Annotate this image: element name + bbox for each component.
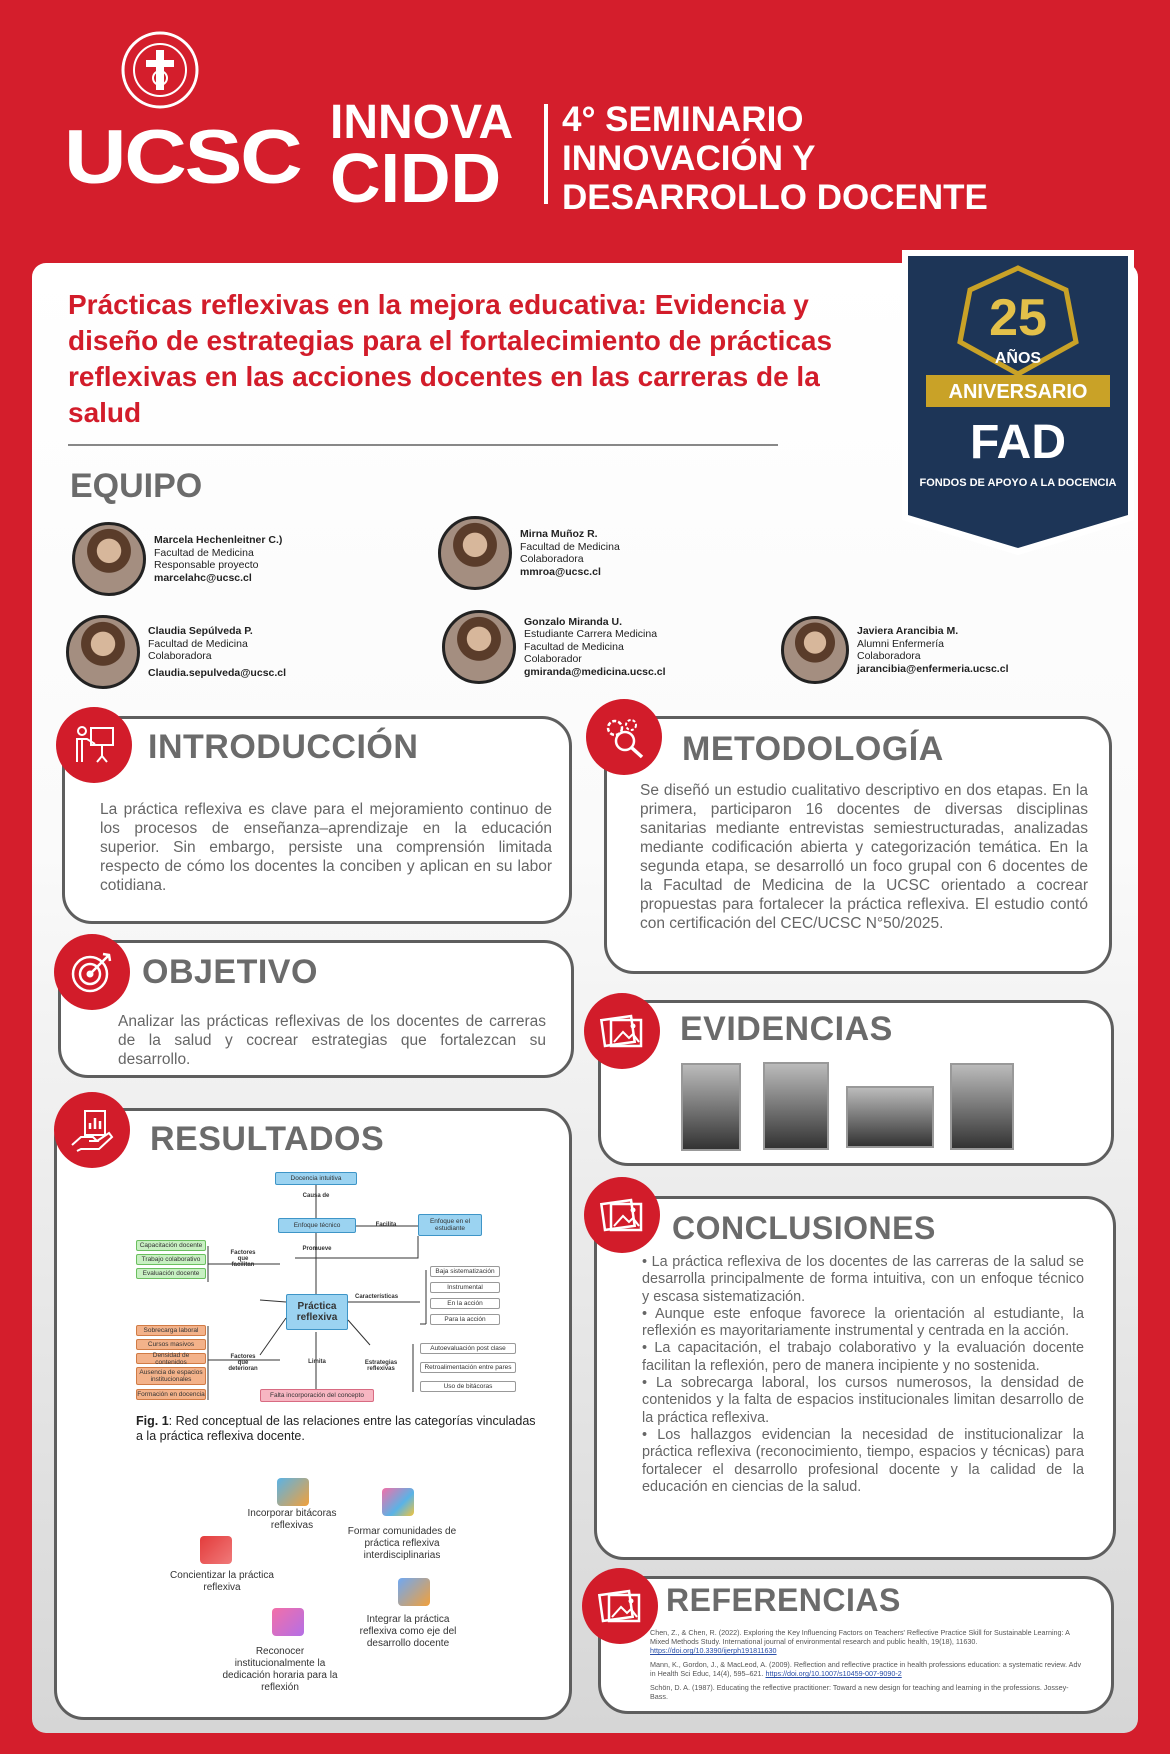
member-affiliation-2: Facultad de Medicina xyxy=(524,640,624,653)
team-member xyxy=(66,615,286,689)
avatar xyxy=(442,610,516,684)
journal-pencil-icon xyxy=(277,1478,309,1506)
strategy-node: Autoevaluación post clase xyxy=(420,1343,516,1354)
member-email: Claudia.sepulveda@ucsc.cl xyxy=(148,666,287,679)
member-email: jarancibia@enfermeria.ucsc.cl xyxy=(857,662,1009,675)
facilitator-node: Capacitación docente xyxy=(136,1240,206,1251)
reference-text: Schön, D. A. (1987). Educating the reflective practitioner: Toward a new design for teaching and learning in the professions. Jossey-Bass. xyxy=(650,1683,1069,1701)
barrier-node: Densidad de contenidos xyxy=(136,1353,206,1364)
label-estrategias: Estrategias reflexivas xyxy=(364,1360,398,1372)
badge-years: AÑOS xyxy=(994,350,1042,367)
metodologia-text: Se diseñó un estudio cualitativo descriptivo en dos etapas. En la primera, participaron 16 docentes de diversas disciplinas sanitarias mediante entrevistas semiestructuradas, analizadas mediante codificación abierta y categorización temática. En la segunda etapa, se desarrolló un foco grupal con 6 docentes de la Facultad de Medicina de la UCSC orientado a cocrear propuestas para fortalecer la práctica reflexiva. El estudio contó con certificación del CEC/UCSC N°50/2025. xyxy=(640,782,1088,932)
innova-text: INNOVA xyxy=(330,96,514,149)
member-info xyxy=(148,625,286,679)
member-name: Javiera Arancibia M. xyxy=(857,625,959,637)
member-affiliation: Facultad de Medicina xyxy=(154,546,254,559)
objetivo-text: Analizar las prácticas reflexivas de los docentes de carreras de la salud y cocrear estrategias que fortalezcan su desarrollo. xyxy=(118,1013,546,1068)
objetivo-badge xyxy=(54,934,130,1010)
megaphone-icon xyxy=(200,1536,232,1564)
referencias-heading: REFERENCIAS xyxy=(666,1582,901,1618)
gears-magnifier-icon xyxy=(601,714,647,760)
fad-anniversary-badge xyxy=(898,250,1138,555)
member-role: Colaborador xyxy=(524,653,582,666)
strategy-node: Retroalimentación entre pares xyxy=(420,1362,516,1373)
resultados-heading: RESULTADOS xyxy=(150,1120,385,1158)
photo-gallery-icon xyxy=(599,1192,645,1238)
evidence-photo xyxy=(681,1063,741,1151)
characteristic-node: Baja sistematización xyxy=(430,1266,500,1277)
photo-gallery-icon xyxy=(597,1583,643,1629)
figure-caption-label: Fig. 1 xyxy=(136,1414,169,1428)
references-list xyxy=(650,1628,1082,1706)
strategy-comunidades: Formar comunidades de práctica reflexiva interdisciplinarias xyxy=(347,1526,457,1561)
characteristic-node: Para la acción xyxy=(430,1314,500,1325)
avatar xyxy=(438,516,512,590)
member-email: mmroa@ucsc.cl xyxy=(520,565,601,578)
figure-caption-text: : Red conceptual de las relaciones entre las categorías vinculadas a la práctica reflexiva docente. xyxy=(136,1414,536,1443)
node-falta-incorporacion: Falta incorporación del concepto xyxy=(260,1389,374,1402)
edge-causa-de: Causa de xyxy=(302,1193,330,1199)
label-factores-deterioran: Factores que deterioran xyxy=(228,1354,258,1372)
seminar-line-3: DESARROLLO DOCENTE xyxy=(562,178,988,217)
badge-aniversario: ANIVERSARIO xyxy=(948,381,1088,403)
header-divider xyxy=(544,104,548,204)
university-crest-icon xyxy=(120,30,200,110)
reference-item xyxy=(650,1660,1082,1678)
barrier-node: Ausencia de espacios institucionales xyxy=(136,1367,206,1385)
member-name: Marcela Hechenleitner C.) xyxy=(154,534,283,546)
conclusion-item: • Aunque este enfoque favorece la orientación al estudiante, la reflexión es mayoritariamente instrumental y centrada en la acción. xyxy=(642,1305,1084,1340)
member-info xyxy=(524,616,666,679)
photo-gallery-icon xyxy=(599,1008,645,1054)
objetivo-heading: OBJETIVO xyxy=(142,953,318,991)
barrier-node: Formación en docencia xyxy=(137,1391,205,1398)
resultados-badge xyxy=(54,1092,130,1168)
strategy-integrar: Integrar la práctica reflexiva como eje del desarrollo docente xyxy=(359,1614,457,1649)
innova-cidd-logo xyxy=(330,96,514,217)
strategy-bitacoras: Incorporar bitácoras reflexivas xyxy=(247,1508,337,1531)
node-enfoque-estudiante: Enfoque en el estudiante xyxy=(418,1214,482,1236)
ucsc-logo: UCSC xyxy=(64,115,301,200)
evidencias-heading: EVIDENCIAS xyxy=(680,1010,893,1048)
introduccion-heading: INTRODUCCIÓN xyxy=(148,728,419,766)
characteristic-node: En la acción xyxy=(430,1298,500,1309)
cidd-text: CIDD xyxy=(330,139,502,217)
figure-caption xyxy=(136,1414,536,1444)
reference-doi-link[interactable]: https://doi.org/10.3390/ijerph191811630 xyxy=(650,1646,777,1655)
conclusion-item: • La práctica reflexiva de los docentes de las carreras de la salud se desarrolla principalmente de forma intuitiva, con un enfoque técnico y escasa sistematización. xyxy=(642,1254,1084,1305)
referencias-badge xyxy=(582,1568,658,1644)
evidence-photo xyxy=(950,1063,1014,1150)
strategy-reconocer: Reconocer institucionalmente la dedicación horaria para la reflexión xyxy=(222,1646,338,1693)
conclusiones-heading: CONCLUSIONES xyxy=(672,1210,936,1246)
member-affiliation: Alumni Enfermería xyxy=(857,637,944,650)
avatar xyxy=(72,522,146,596)
edge-promueve: Promueve xyxy=(302,1246,332,1252)
reference-text: Chen, Z., & Chen, R. (2022). Exploring the Key Influencing Factors on Teachers' Reflective Practice Skill for Sustainable Learning: A Mixed Methods Study. International journal of environmental research and public health, 19(18), 11630. xyxy=(650,1628,1070,1646)
seminar-line-1: 4° SEMINARIO xyxy=(562,100,804,139)
team-member xyxy=(442,610,666,684)
member-name: Mirna Muñoz R. xyxy=(520,528,598,540)
member-info xyxy=(154,534,282,584)
calendar-clock-icon xyxy=(272,1608,304,1636)
reference-text: Mann, K., Gordon, J., & MacLeod, A. (2009). Reflection and reflective practice in health professions education: a systematic review. Adv in Health Sci Educ, 14(4), 595–621. xyxy=(650,1660,1082,1678)
seminar-line-2: INNOVACIÓN Y xyxy=(562,139,816,178)
conclusiones-badge xyxy=(584,1177,660,1253)
member-role: Responsable proyecto xyxy=(154,559,259,571)
member-email: gmiranda@medicina.ucsc.cl xyxy=(524,665,666,678)
member-role: Colaboradora xyxy=(520,553,584,565)
evidence-photo xyxy=(846,1086,934,1148)
strategy-concientizar: Concientizar la práctica reflexiva xyxy=(170,1570,274,1593)
team-member xyxy=(781,616,1008,684)
evidencias-badge xyxy=(584,993,660,1069)
avatar xyxy=(781,616,849,684)
node-practica-reflexiva: Práctica reflexiva xyxy=(286,1294,348,1330)
community-people-icon xyxy=(382,1488,414,1516)
reference-item xyxy=(650,1628,1082,1655)
avatar xyxy=(66,615,140,689)
report-hand-icon xyxy=(69,1107,115,1153)
member-email: marcelahc@ucsc.cl xyxy=(154,571,252,584)
member-affiliation: Estudiante Carrera Medicina xyxy=(524,628,658,641)
member-info xyxy=(857,625,1008,675)
label-factores-facilitan: Factores que facilitan xyxy=(230,1250,256,1268)
team-member xyxy=(72,522,282,596)
member-affiliation: Facultad de Medicina xyxy=(520,540,620,553)
characteristic-node: Instrumental xyxy=(430,1282,500,1293)
seminar-title xyxy=(562,100,988,217)
badge-number: 25 xyxy=(989,289,1047,347)
title-divider xyxy=(68,444,778,446)
introduccion-text: La práctica reflexiva es clave para el mejoramiento continuo de los procesos de enseñanza–aprendizaje en la educación superior. Sin embargo, persiste una comprensión limitada respecto de cómo los docentes la conciben y aplican en su labor cotidiana. xyxy=(100,801,552,894)
facilitator-node: Evaluación docente xyxy=(136,1268,206,1279)
conclusion-item: • La sobrecarga laboral, los cursos numerosos, la densidad de contenidos y la falta de espacios institucionales limitan desarrollo de la práctica reflexiva. xyxy=(642,1375,1084,1426)
introduccion-badge xyxy=(56,707,132,783)
metodologia-badge xyxy=(586,699,662,775)
presentation-icon xyxy=(71,722,117,768)
documents-pen-icon xyxy=(398,1578,430,1606)
conclusion-item: • La capacitación, el trabajo colaborativo y la evaluación docente facilitan la reflexión, pero de manera incipiente y no sostenida. xyxy=(642,1340,1084,1374)
edge-limita: Limita xyxy=(308,1359,326,1365)
badge-fad: FAD xyxy=(970,416,1066,469)
edge-facilita: Facilita xyxy=(375,1222,397,1228)
equipo-heading: EQUIPO xyxy=(70,467,203,505)
badge-subtitle: FONDOS DE APOYO A LA DOCENCIA xyxy=(919,477,1117,489)
metodologia-heading: METODOLOGÍA xyxy=(682,730,944,768)
target-icon xyxy=(69,949,115,995)
conclusion-item: • Los hallazgos evidencian la necesidad de institucionalizar la práctica reflexiva (reconocimiento, tiempo, espacios y técnicas) para fortalecer el desarrollo profesional docente y la calidad de la educación en ciencias de la salud. xyxy=(642,1426,1084,1495)
reference-item xyxy=(650,1683,1082,1701)
barrier-node: Sobrecarga laboral xyxy=(136,1325,206,1336)
poster-title: Prácticas reflexivas en la mejora educativa: Evidencia y diseño de estrategias para el fortalecimiento de prácticas reflexivas en las acciones docentes en las carreras de la salud xyxy=(68,289,833,428)
diagram-connectors xyxy=(120,1160,540,1420)
member-name: Claudia Sepúlveda P. xyxy=(148,625,253,637)
member-role: Colaboradora xyxy=(857,650,921,662)
team-member xyxy=(438,516,620,590)
member-info xyxy=(520,528,620,578)
node-enfoque-tecnico: Enfoque técnico xyxy=(278,1218,356,1233)
node-docencia-intuitiva: Docencia intuitiva xyxy=(275,1172,357,1185)
reference-doi-link[interactable]: https://doi.org/10.1007/s10459-007-9090-2 xyxy=(765,1669,902,1678)
barrier-node: Cursos masivos xyxy=(136,1339,206,1350)
strategy-node: Uso de bitácoras xyxy=(420,1381,516,1392)
conclusiones-list xyxy=(642,1254,1084,1496)
member-affiliation: Facultad de Medicina xyxy=(148,637,248,650)
label-caracteristicas: Características xyxy=(355,1294,399,1300)
facilitator-node: Trabajo colaborativo xyxy=(136,1254,206,1265)
member-name: Gonzalo Miranda U. xyxy=(524,615,623,628)
evidence-photo xyxy=(763,1062,829,1150)
member-role: Colaboradora xyxy=(148,650,212,662)
